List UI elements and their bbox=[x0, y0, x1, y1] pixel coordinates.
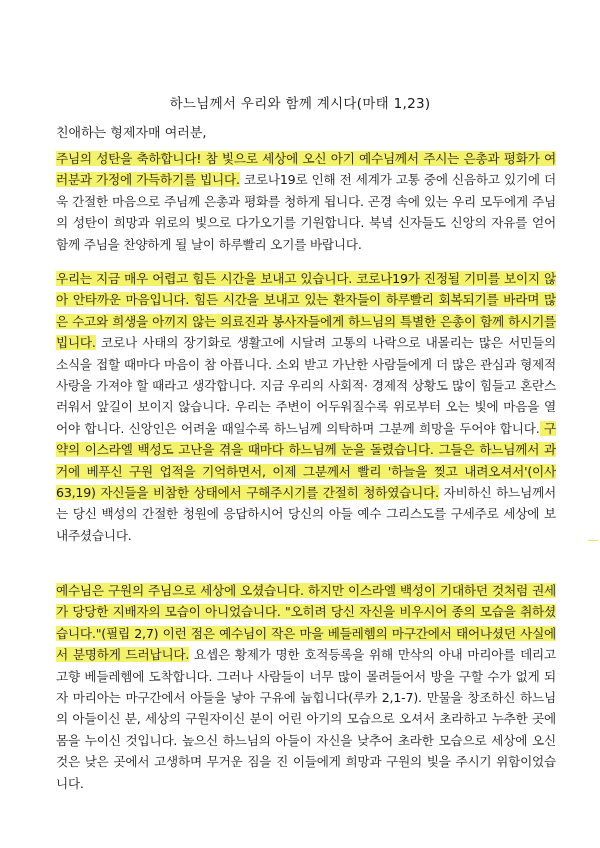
paragraph-text: 코로나 사태의 장기화로 생활고에 시달려 고통의 나락으로 내몰리는 많은 서민들의 소식을 접할 때마다 마음이 참 아픕니다. 소외 받고 가난한 사람들에게 더 많은 관심과 형제적 사랑을 가져야 할 때라고 생각합니다. 지금 우리의 사회적· 경제적 상황도 많이 힘들고 혼란스러워서 앞길이 보이지 않습니다. 우리는 주변이 어두워질수록 위로부터 오는 빛에 마음을 열어야 합니다. 신앙인은 어려울 때일수록 하느님께 의탁하며 그분께 희망을 두어야 합니다. bbox=[56, 335, 556, 436]
paragraph-text: 요셉은 황제가 명한 호적등록을 위해 만삭의 아내 마리아를 데리고 고향 베들레헴에 도착합니다. 그러나 사람들이 너무 많이 몰려들어서 방을 구할 수가 없게 되자 마리아는 마구간에서 아들을 낳아 구유에 눕힙니다(루카 2,1-7). 만물을 창조하신 하느님의 아들이신 분, 세상의 구원자이신 분이 어린 아기의 모습으로 오셔서 초라하고 누추한 곳에 몸을 누이신 것입니다. 높으신 하느님의 아들이 자신을 낮추어 초라한 모습으로 세상에 오신 것은 낮은 곳에서 고생하며 무거운 짐을 진 이들에게 희망과 구원의 빛을 주시기 위함이었습니다. bbox=[56, 647, 556, 791]
margin-mark bbox=[588, 540, 598, 541]
paragraph-1 bbox=[56, 148, 556, 255]
paragraph-2 bbox=[56, 268, 556, 546]
highlighted-text: 주님의 성탄을 축하합니다! 참 빛으로 세상에 오신 아기 예수님께서 주시는 은총과 평화가 여러분과 가정에 가득하기를 빕니다. bbox=[56, 151, 556, 188]
letter-title: 하느님께서 우리와 함께 계시다(마태 1,23) bbox=[169, 96, 431, 112]
paragraph-text: 자비하신 하느님께서는 당신 백성의 간절한 청원에 응답하시어 당신의 아들 예수 그리스도를 구세주로 세상에 보내주셨습니다. bbox=[56, 485, 557, 543]
highlighted-text: 구약의 이스라엘 백성도 고난을 겪을 때마다 하느님께 눈을 돌렸습니다. 그들은 하느님께서 과거에 베푸신 구원 업적을 기억하면서, 이제 그분께서 빨리 '하늘을 찢고 내려오셔서'(이사 63,19) 자신들을 비참한 상태에서 구해주시기를 간절히 청하였습니다. bbox=[56, 420, 556, 501]
highlighted-text: 우리는 지금 매우 어렵고 힘든 시간을 보내고 있습니다. 코로나19가 진정될 기미를 보이지 않아 안타까운 마음입니다. 힘든 시간을 보내고 있는 환자들이 하루빨리 회복되기를 바라며 많은 수고와 희생을 아끼지 않는 의료진과 봉사자들에게 하느님의 특별한 은총이 함께 하시기를 빕니다. bbox=[56, 271, 556, 351]
salutation: 친애하는 형제자매 여러분, bbox=[56, 126, 207, 141]
paragraph-3 bbox=[56, 580, 556, 794]
paragraph-text: 코로나19로 인해 전 세계가 고통 중에 신음하고 있기에 더욱 간절한 마음으로 주님께 은총과 평화를 청하게 됩니다. 곤경 속에 있는 우리 모두에게 주님의 성탄이 희망과 위로의 빛으로 다가오기를 기원합니다. 북녘 신자들도 신앙의 자유를 얻어 함께 주님을 찬양하게 될 날이 하루빨리 오기를 바랍니다. bbox=[56, 172, 556, 252]
highlighted-text: 예수님은 구원의 주님으로 세상에 오셨습니다. 하지만 이스라엘 백성이 기대하던 것처럼 권세가 당당한 지배자의 모습이 아니었습니다. "오히려 당신 자신을 비우시어 종의 모습을 취하셨습니다."(필립 2,7) 이런 점은 예수님이 작은 마을 베들레헴의 마구간에서 태어나셨던 사실에서 분명하게 드러납니다. bbox=[56, 583, 556, 663]
